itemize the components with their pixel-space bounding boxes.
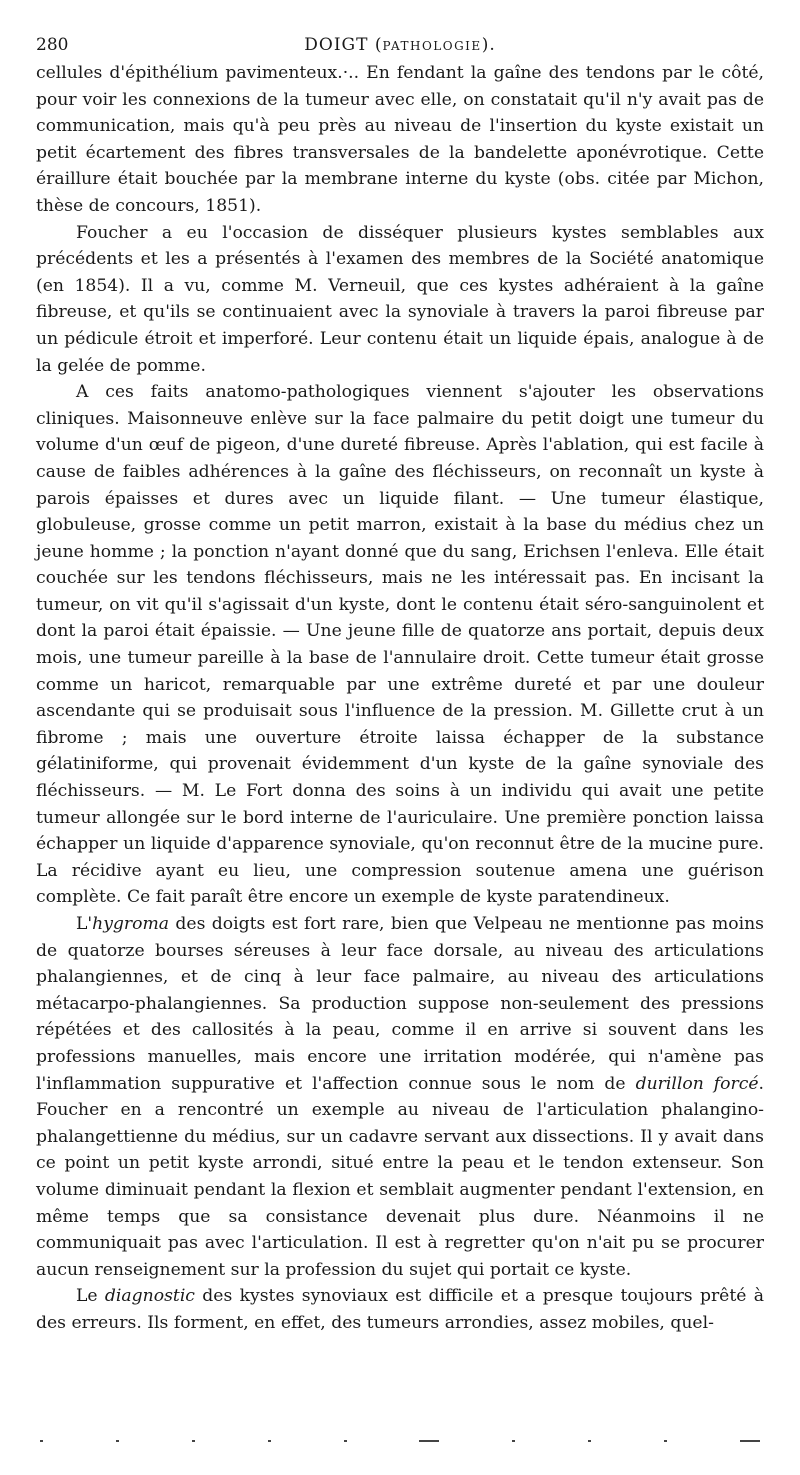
- body-text: [36, 60, 764, 1337]
- italic-term: diagnostic: [104, 1286, 195, 1307]
- paragraph: [36, 220, 764, 380]
- running-title-close: ).: [481, 35, 496, 55]
- text-run: Foucher a eu l'occasion de disséquer plusieurs kystes semblables aux précédents et les a présentés à l'examen des membres de la Société anatomique (en 1854). Il a vu, comme M. Verneuil, que ces kystes adhéraient à la gaîne fibreuse, et qu'ils se continuaient avec la synoviale à travers la paroi fibreuse par un pédicule étroit et imperforé. Leur contenu était un liquide épais, analogue à de la gelée de pomme.: [36, 222, 764, 376]
- text-run: A ces faits anatomo-pathologiques viennent s'ajouter les observations cliniques. Maisonneuve enlève sur la face palmaire du petit doigt une tumeur du volume d'un œuf de pigeon, d'une dureté fibreuse. Après l'ablation, qui est facile à cause de faibles adhérences à la gaîne des fléchisseurs, on reconnaît un kyste à parois épaisses et dures avec un liquide filant. — Une tumeur élastique, globuleuse, grosse comme un petit marron, existait à la base du médius chez un jeune homme ; la ponction n'ayant donné que du sang, Erichsen l'enleva. Elle était couchée sur les tendons fléchisseurs, mais ne les intéressait pas. En incisant la tumeur, on vit qu'il s'agissait d'un kyste, dont le contenu était séro-sanguinolent et dont la paroi était épaissie. — Une jeune fille de quatorze ans portait, depuis deux mois, une tumeur pareille à la base de l'annulaire droit. Cette tumeur était grosse comme un haricot, remarquable par une extrême dureté et par une douleur ascendante qui se produisait sous l'influence de la pression. M. Gillette crut à un fibrome ; mais une ouverture étroite laissa échapper de la substance gélatiniforme, qui provenait évidemment d'un kyste de la gaîne synoviale des fléchisseurs. — M. Le Fort donna des soins à un individu qui avait une petite tumeur allongée sur le bord interne de l'auriculaire. Une première ponction laissa échapper un liquide d'apparence synoviale, qu'on reconnut être de la mucine pure. La récidive ayant eu lieu, une compression soutenue amena une guérison complète. Ce fait paraît être encore un exemple de kyste paratendineux.: [36, 382, 764, 908]
- paragraph: [36, 1283, 764, 1336]
- italic-term: durillon forcé: [635, 1073, 759, 1094]
- running-title-main: DOIGT (: [304, 35, 383, 55]
- paragraph: [36, 379, 764, 911]
- running-title-sub: PATHOLOGIE: [382, 39, 482, 53]
- italic-term: hygroma: [92, 914, 170, 934]
- paragraph: [36, 911, 764, 1283]
- page-header: [36, 30, 764, 60]
- text-run: des kystes synoviaux est difficile et a presque toujours prêté à des erreurs. Ils forment, en effet, des tumeurs arrondies, assez mobiles, quel-: [36, 1286, 764, 1333]
- page-number: 280: [36, 35, 69, 55]
- text-run: . Foucher en a rencontré un exemple au niveau de l'articulation phalangino-phalangettienne du médius, sur un cadavre servant aux dissections. Il y avait dans ce point un petit kyste arrondi, situé entre la peau et le tendon extenseur. Son volume diminuait pendant la flexion et semblait augmenter pendant l'extension, en même temps que sa consistance devenait plus dure. Néanmoins il ne communiquait pas avec l'articulation. Il est à regretter qu'on n'ait pu se procurer aucun renseignement sur la profession du sujet qui portait ce kyste.: [36, 1073, 764, 1280]
- running-title: [36, 30, 764, 61]
- text-run: Le: [76, 1286, 105, 1307]
- text-run: des doigts est fort rare, bien que Velpeau ne mentionne pas moins de quatorze bourses séreuses à leur face dorsale, au niveau des articulations phalangiennes, et de cinq à leur face palmaire, au niveau des articulations métacarpo-phalangiennes. Sa production suppose non-seulement des pressions répétées et des callosités à la peau, comme il en arrive si souvent dans les professions manuelles, mais encore une irritation modérée, qui n'amène pas l'inflammation suppurative et l'affection connue sous le nom de: [36, 914, 764, 1094]
- text-run: L': [76, 914, 93, 934]
- text-run: cellules d'épithélium pavimenteux.·.. En fendant la gaîne des tendons par le côté, pour voir les connexions de la tumeur avec elle, on constatait qu'il n'y avait pas de communication, mais qu'à peu près au niveau de l'insertion du kyste existait un petit écartement des fibres transversales de la bandelette aponévrotique. Cette éraillure était bouchée par la membrane interne du kyste (obs. citée par Michon, thèse de concours, 1851).: [36, 63, 764, 216]
- paragraph: [36, 60, 764, 220]
- footer-scan-marks: [40, 1438, 760, 1444]
